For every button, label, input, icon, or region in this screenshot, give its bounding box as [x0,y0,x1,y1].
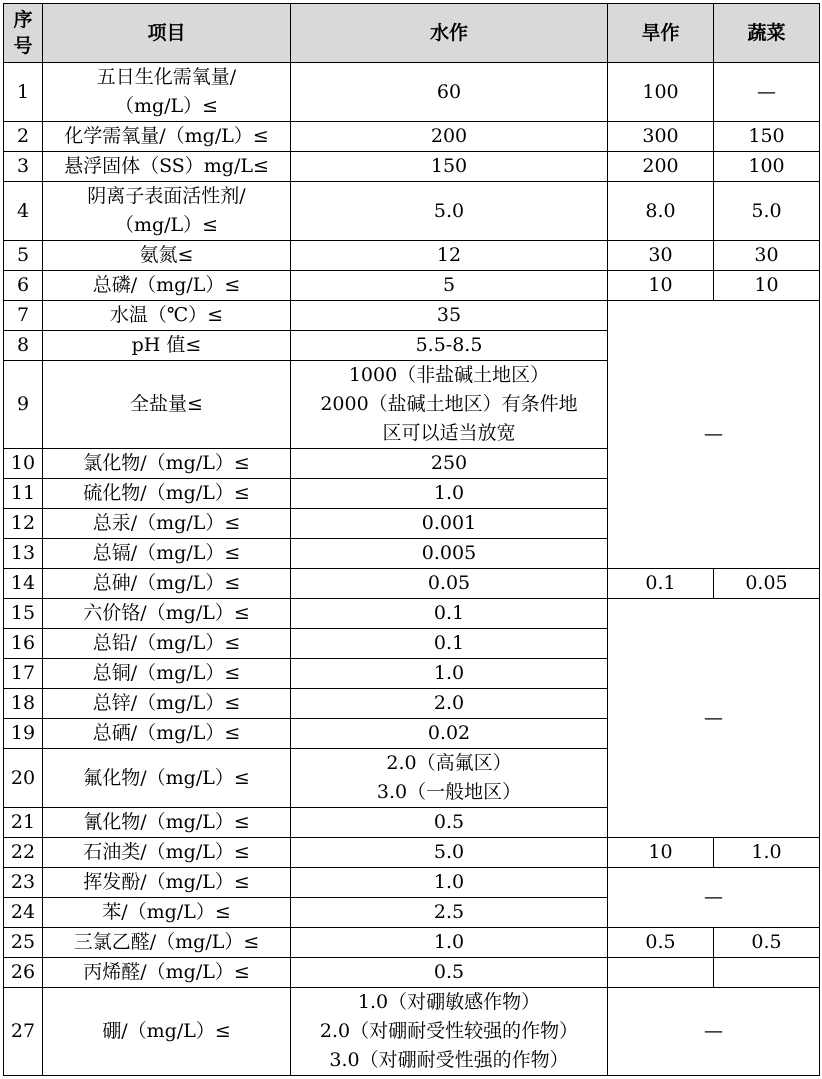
table-row [4,182,820,241]
paddy-value [291,988,608,1076]
table-row [4,599,820,629]
paddy-value [291,599,608,629]
item-name [43,659,291,689]
paddy-value [291,152,608,182]
item-name-line: 丙烯醛/（mg/L）≤ [83,961,250,983]
dry-value: 0.5 [608,928,714,958]
veg-value: 0.05 [714,569,820,599]
paddy-value-line: 区可以适当放宽 [382,422,516,444]
paddy-value [291,569,608,599]
item-name-line: 三氯乙醛/（mg/L）≤ [73,931,260,953]
item-name-line: 总铅/（mg/L）≤ [92,632,241,654]
item-name-line: 化学需氧量/（mg/L）≤ [64,125,269,147]
item-name-line: 氟化物/（mg/L）≤ [83,766,250,789]
row-number: 10 [4,449,43,479]
item-name-line: 总锌/（mg/L）≤ [92,692,241,714]
item-name [43,539,291,569]
item-name [43,271,291,301]
item-name [43,509,291,539]
veg-value: 150 [714,122,820,152]
paddy-value [291,509,608,539]
veg-value [714,958,820,988]
item-name [43,928,291,958]
paddy-value-line: 0.05 [427,572,471,594]
item-name [43,958,291,988]
item-name-line: 氰化物/（mg/L）≤ [83,811,250,833]
paddy-value-line: 2.0 [433,692,465,714]
item-name [43,182,291,241]
header-seq-line-2: 号 [13,35,33,57]
paddy-value-line: 3.0（一般地区） [376,781,522,803]
paddy-value-line: 0.1 [433,602,465,624]
header-row [4,4,820,63]
table-row [4,152,820,182]
paddy-value-line: 2000（盐碱土地区）有条件地 [320,393,578,415]
paddy-value [291,719,608,749]
veg-value: 10 [714,271,820,301]
item-name [43,449,291,479]
row-number: 4 [4,182,43,241]
item-name [43,569,291,599]
veg-value: 0.5 [714,928,820,958]
dry-value [608,958,714,988]
paddy-value-line: 5.5-8.5 [415,334,483,356]
paddy-value [291,958,608,988]
header-seq-line-1: 序 [13,9,33,31]
row-number: 24 [4,898,43,928]
water-quality-standard-table [3,3,820,1076]
paddy-value-line: 2.0（高氟区） [386,752,512,774]
paddy-value-line: 0.02 [427,722,471,744]
table-row [4,122,820,152]
dry-value: 0.1 [608,569,714,599]
paddy-value-line: 1.0（对硼敏感作物） [357,991,541,1013]
veg-value: — [714,63,820,122]
table-row [4,838,820,868]
paddy-value-line: 1.0 [433,482,465,504]
row-number: 15 [4,599,43,629]
paddy-value-line: 0.5 [433,961,465,983]
paddy-value-line: 2.5 [433,901,465,923]
paddy-value [291,838,608,868]
item-name [43,808,291,838]
item-name-line: 水温（℃）≤ [109,304,224,326]
veg-value: 30 [714,241,820,271]
paddy-value [291,898,608,928]
paddy-value-line: 0.1 [433,632,465,654]
row-number: 5 [4,241,43,271]
item-name [43,301,291,331]
item-name [43,749,291,808]
veg-value: 5.0 [714,182,820,241]
item-name-line: 总硒/（mg/L）≤ [92,722,241,744]
row-number: 16 [4,629,43,659]
item-name [43,63,291,122]
table-row [4,868,820,898]
paddy-value [291,659,608,689]
row-number: 6 [4,271,43,301]
paddy-value [291,868,608,898]
row-number: 7 [4,301,43,331]
item-name [43,868,291,898]
dry-value: 10 [608,271,714,301]
table-row [4,241,820,271]
row-number: 11 [4,479,43,509]
paddy-value [291,629,608,659]
item-name-line: 总铜/（mg/L）≤ [92,662,241,684]
paddy-value-line: 2.0（对硼耐受性较强的作物） [319,1020,579,1042]
row-number: 13 [4,539,43,569]
item-name-line: 苯/（mg/L）≤ [102,901,231,923]
table-row [4,928,820,958]
paddy-value [291,749,608,808]
item-name-line: 总砷/（mg/L）≤ [92,572,241,594]
table-row [4,988,820,1076]
item-name [43,988,291,1076]
item-name [43,629,291,659]
header-seq [4,4,43,63]
paddy-value-line: 150 [430,155,468,177]
table-row [4,301,820,331]
merged-dry-veg-value: — [608,988,820,1076]
item-name-line: 氯化物/（mg/L）≤ [83,452,250,474]
item-name-line: 阴离子表面活性剂/ [87,185,246,207]
item-name-line: 全盐量≤ [130,393,203,415]
item-name [43,838,291,868]
paddy-value [291,928,608,958]
paddy-value-line: 200 [430,125,468,147]
item-name-line: （mg/L）≤ [114,95,219,117]
row-number: 21 [4,808,43,838]
merged-dry-veg-value: — [608,868,820,928]
row-number: 1 [4,63,43,122]
item-name [43,122,291,152]
item-name-line: 硼/（mg/L）≤ [102,1020,231,1042]
paddy-value-line: 5 [442,274,456,296]
row-number: 17 [4,659,43,689]
item-name [43,898,291,928]
paddy-value [291,539,608,569]
item-name [43,479,291,509]
paddy-value-line: 3.0（对硼耐受性强的作物） [329,1049,569,1071]
row-number: 9 [4,361,43,449]
dry-value: 300 [608,122,714,152]
paddy-value [291,63,608,122]
row-number: 23 [4,868,43,898]
paddy-value-line: 5.0 [433,841,465,863]
dry-value: 8.0 [608,182,714,241]
paddy-value [291,182,608,241]
row-number: 22 [4,838,43,868]
item-name-line: 氨氮≤ [139,244,194,266]
row-number: 26 [4,958,43,988]
paddy-value [291,808,608,838]
item-name [43,331,291,361]
item-name [43,719,291,749]
paddy-value-line: 0.001 [421,512,477,534]
paddy-value-line: 0.005 [421,542,477,564]
row-number: 27 [4,988,43,1076]
item-name [43,152,291,182]
table-row [4,271,820,301]
item-name-line: 硫化物/（mg/L）≤ [83,482,250,504]
item-name-line: 六价铬/（mg/L）≤ [83,602,250,624]
veg-value: 100 [714,152,820,182]
paddy-value-line: 250 [430,452,468,474]
item-name [43,241,291,271]
paddy-value [291,241,608,271]
paddy-value-line: 1.0 [433,931,465,953]
item-name [43,599,291,629]
item-name-line: pH 值≤ [131,334,202,356]
item-name-line: （mg/L）≤ [114,214,219,236]
row-number: 8 [4,331,43,361]
dry-value: 30 [608,241,714,271]
item-name-line: 总汞/（mg/L）≤ [92,512,241,534]
paddy-value-line: 12 [436,244,462,266]
paddy-value [291,331,608,361]
paddy-value [291,271,608,301]
paddy-value [291,122,608,152]
table-row [4,63,820,122]
row-number: 18 [4,689,43,719]
dry-value: 10 [608,838,714,868]
table-row [4,958,820,988]
row-number: 3 [4,152,43,182]
item-name-line: 总磷/（mg/L）≤ [92,274,241,296]
merged-dry-veg-value: — [608,599,820,838]
item-name-line: 悬浮固体（SS）mg/L≤ [64,155,269,177]
paddy-value [291,689,608,719]
row-number: 14 [4,569,43,599]
header-paddy: 水作 [291,4,608,63]
paddy-value [291,301,608,331]
item-name [43,689,291,719]
dry-value: 100 [608,63,714,122]
row-number: 2 [4,122,43,152]
paddy-value [291,479,608,509]
item-name-line: 五日生化需氧量/ [96,66,237,88]
paddy-value [291,449,608,479]
item-name [43,361,291,449]
item-name-line: 石油类/（mg/L）≤ [83,841,250,863]
row-number: 19 [4,719,43,749]
paddy-value [291,361,608,449]
paddy-value-line: 60 [436,80,462,103]
header-veg: 蔬菜 [714,4,820,63]
header-item: 项目 [43,4,291,63]
paddy-value-line: 5.0 [433,199,465,222]
row-number: 25 [4,928,43,958]
veg-value: 1.0 [714,838,820,868]
item-name-line: 总镉/（mg/L）≤ [92,542,241,564]
paddy-value-line: 1000（非盐碱土地区） [348,364,550,386]
merged-dry-veg-value: — [608,301,820,569]
row-number: 12 [4,509,43,539]
dry-value: 200 [608,152,714,182]
header-dry: 旱作 [608,4,714,63]
paddy-value-line: 1.0 [433,662,465,684]
item-name-line: 挥发酚/（mg/L）≤ [83,871,250,893]
paddy-value-line: 0.5 [433,811,465,833]
paddy-value-line: 1.0 [433,871,465,893]
row-number: 20 [4,749,43,808]
paddy-value-line: 35 [436,304,462,326]
table-row [4,569,820,599]
